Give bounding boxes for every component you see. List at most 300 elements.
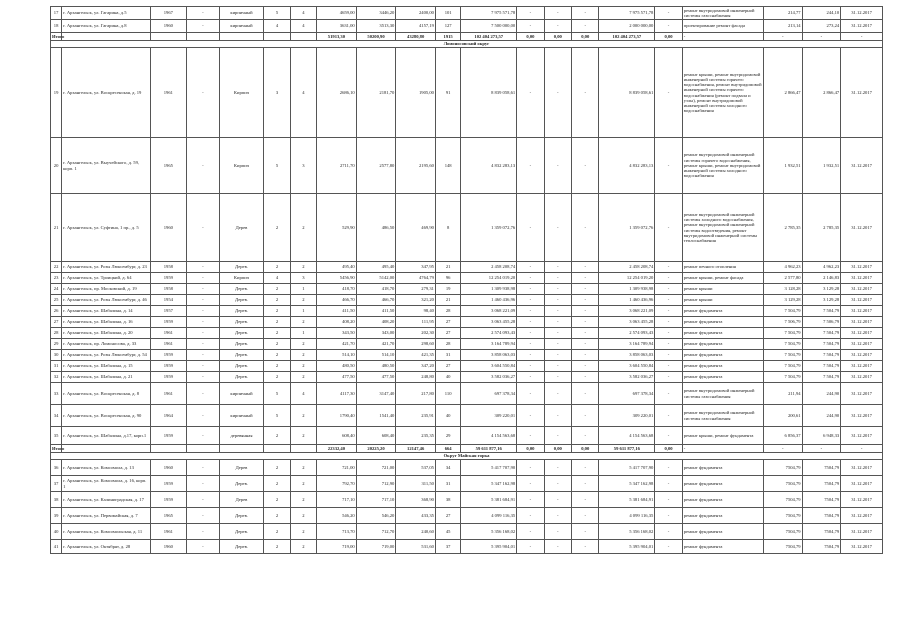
table-cell: - [572,405,599,427]
table-cell: ремонт крыши [682,295,763,306]
table-cell: - [544,405,571,427]
table-cell: 2 000 000,00 [599,20,655,33]
table-cell: - [655,460,682,476]
table-cell: г. Архангельск, ул. Воскресенская, д. 8 [62,383,150,405]
table-cell: 2 [290,339,316,350]
table-cell: - [655,262,682,273]
table-cell: 30 [51,350,62,361]
table-cell: 1961 [150,48,187,138]
table-cell: 31.12.2017 [841,262,883,273]
table-cell: 697 378,34 [599,383,655,405]
table-cell: ремонт фундамента [682,339,763,350]
table-cell: - [187,284,220,295]
table-cell: 1 [290,328,316,339]
table-cell: 20 [51,138,62,194]
table-cell: 31.12.2017 [841,372,883,383]
table-cell: кирпичный [219,405,264,427]
table-cell: 20225,20 [356,445,396,453]
table-cell: 21 [435,262,460,273]
table-cell: кирпичный [219,20,264,33]
table-cell: - [655,427,682,445]
table-cell: 1 460 436,96 [599,295,655,306]
table-cell: 4 [264,273,290,284]
table-cell: 411,50 [356,306,396,317]
table-cell: проектирование ремонт фасада [682,20,763,33]
total-row [51,33,883,41]
table-cell: 2 [264,262,290,273]
table-cell: 4157,19 [396,20,436,33]
table-cell: 0,00 [572,33,599,41]
table-cell: ремонт крыши, ремонт внутридомовой инженерной системы горячего водоснабжения, ремонт внутридомовой инженерной системы горячего водоснабжения (ремонт подвала и узлы), ремонт внутридомовой инженерной системы холодного водоснабжения [682,48,763,138]
table-cell: 35 [51,427,62,445]
table-cell: 719,00 [356,540,396,554]
table-cell: 514,10 [317,350,357,361]
table-cell: 2 866,47 [764,48,803,138]
table-cell: г. Архангельск, пр. Ломоносова, д. 33 [62,339,150,350]
table-cell: 22332,40 [317,445,357,453]
table-cell: 31.12.2017 [841,138,883,194]
table-cell: - [572,48,599,138]
table-cell: Дерев. [219,372,264,383]
table-cell: 4 [290,7,316,20]
table-cell: - [187,508,220,524]
table-cell: 697 378,34 [461,383,517,405]
table-cell: 7 504,79 [802,339,841,350]
table-cell: 5 381 684,91 [599,492,655,508]
table-cell: 7 504,79 [802,372,841,383]
table-cell: - [764,33,803,41]
district-name: Округ Майская горка [51,453,883,460]
table-cell: - [682,33,763,41]
table-cell: - [655,350,682,361]
table-row [51,306,883,317]
table-cell: - [517,372,544,383]
table-cell: 1959 [150,350,187,361]
table-cell: - [517,20,544,33]
table-cell: 7504,79 [764,492,803,508]
table-cell: - [572,317,599,328]
table-cell: г. Архангельск, ул. Октябрят, д. 28 [62,540,150,554]
table-cell: - [187,427,220,445]
table-cell: - [572,295,599,306]
table-cell: 5 347 162,98 [599,476,655,492]
table-cell: 7 975 571,78 [461,7,517,20]
total-row [51,445,883,453]
table-cell: 531,60 [396,540,436,554]
table-cell: 546,20 [356,508,396,524]
table-row [51,295,883,306]
table-row [51,460,883,476]
table-cell: 4 962,23 [802,262,841,273]
table-cell: 5 [264,138,290,194]
table-cell: 2 [264,476,290,492]
table-cell: г. Архангельск, ул. Гагарина, д.8 [62,20,150,33]
table-cell: 240,60 [396,524,436,540]
table-cell: 1959 [150,476,187,492]
table-cell: ремонт фундамента [682,372,763,383]
table-cell: 1 [290,284,316,295]
table-cell [62,445,150,453]
table-cell: г. Архангельск, ул. Розы Люксембург, д. 54 [62,350,150,361]
table-cell: 40 [435,405,460,427]
table-cell: ремонт фундамента [682,350,763,361]
table-cell: 31 [435,476,460,492]
table-row [51,361,883,372]
table-cell: 2 [264,372,290,383]
table-cell: - [572,361,599,372]
table-cell: 7 504,79 [764,328,803,339]
table-cell: 28 [435,339,460,350]
table-cell: - [655,273,682,284]
table-cell: г. Архангельск, ул. Розы Люксембург, д. 23 [62,262,150,273]
table-cell: 2 785,35 [764,194,803,262]
table-cell: 28 [435,306,460,317]
table-cell: 5456,90 [317,273,357,284]
table-cell: ремонт фундамента [682,492,763,508]
table-cell: 2 574 093,43 [461,328,517,339]
table-cell: 2 [264,427,290,445]
table-cell: 477,50 [317,372,357,383]
table-cell: 5 [264,405,290,427]
table-cell: 2 458 208,74 [599,262,655,273]
table-cell: 7504,79 [802,540,841,554]
table-cell: - [187,350,220,361]
table-cell: г. Архангельск, ул. Шабалина, д. 16 [62,317,150,328]
table-cell: 1960 [150,194,187,262]
table-cell: 7 506,79 [764,317,803,328]
table-cell: - [655,306,682,317]
table-cell: - [572,339,599,350]
table-row [51,317,883,328]
table-cell: 1960 [150,460,187,476]
table-cell: 36 [51,460,62,476]
table-cell: - [655,476,682,492]
table-cell: 309 220,01 [599,405,655,427]
table-cell: - [517,262,544,273]
table-cell: Дерев [219,460,264,476]
table-cell: - [187,361,220,372]
table-cell: 3 129,28 [802,284,841,295]
table-cell: 486,50 [356,194,396,262]
table-cell: - [655,508,682,524]
table-cell: - [544,328,571,339]
table-cell: 24 [51,284,62,295]
table-cell: 0,00 [572,445,599,453]
table-cell: 31.12.2017 [841,317,883,328]
table-cell: - [572,20,599,33]
table-cell: - [544,383,571,405]
table-cell: 7 504,79 [764,339,803,350]
table-cell: г. Архангельск, ул. Троицкий, д. 64 [62,273,150,284]
table-cell: - [544,339,571,350]
table-cell: 31.12.2017 [841,540,883,554]
table-cell: Кирпич [219,48,264,138]
table-row [51,383,883,405]
table-cell: 101 [435,7,460,20]
table-cell: 110 [435,383,460,405]
table-cell: 0,00 [655,33,682,41]
table-cell: 3513,30 [356,20,396,33]
table-cell: - [655,405,682,427]
table-cell: ремонт фундамента [682,328,763,339]
table-cell: - [544,194,571,262]
table-cell: 148 [435,138,460,194]
table-row [51,48,883,138]
table-cell: 38 [51,492,62,508]
table-cell: 3 [264,48,290,138]
table-cell: 4 [290,20,316,33]
table-cell: - [655,328,682,339]
table-cell: - [802,445,841,453]
table-cell: деревянная [219,427,264,445]
table-cell: 2 [290,361,316,372]
table-row [51,540,883,554]
table-cell: 4 832 283,13 [599,138,655,194]
table-cell: Дерев [219,492,264,508]
table-cell: 31.12.2017 [841,524,883,540]
table-cell: 8 [435,194,460,262]
table-cell: 0,00 [655,445,682,453]
table-cell: 421,35 [396,350,436,361]
table-cell: - [544,492,571,508]
table-cell: Итого [52,445,65,451]
table-cell [290,33,316,41]
table-cell: - [802,33,841,41]
table-cell: - [572,262,599,273]
table-cell: - [187,540,220,554]
table-cell: 3 858 063,03 [461,350,517,361]
table-cell: 21 [51,194,62,262]
table-cell: ремонт фундамента [682,460,763,476]
table-cell: 2 [264,508,290,524]
table-cell: 34 [51,405,62,427]
table-cell: 2 [290,405,316,427]
table-cell: - [517,273,544,284]
table-cell: Итого [52,33,65,39]
table-cell: - [572,306,599,317]
table-cell: 418,70 [356,284,396,295]
table-cell: 368,90 [396,492,436,508]
table-cell: 3 582 036,27 [461,372,517,383]
table-cell: - [517,194,544,262]
table-cell: ремонт внутридомовой инженерной системы газоснабжения [682,7,763,20]
table-cell: 31.12.2017 [841,383,883,405]
table-cell: - [187,273,220,284]
table-cell: 7504,79 [764,540,803,554]
table-cell: 1959 [150,317,187,328]
table-cell: - [187,476,220,492]
table-cell: 2 574 093,43 [599,328,655,339]
table-cell: 5 356 168,02 [599,524,655,540]
table-cell: 1960 [150,540,187,554]
table-cell: 1 309 938,98 [599,284,655,295]
table-cell: 4764,79 [396,273,436,284]
table-row [51,476,883,492]
table-cell: 29 [51,339,62,350]
table-cell: - [187,339,220,350]
table-cell: 2 [290,460,316,476]
table-cell: 5 395 904,01 [599,540,655,554]
table-cell: 1905,00 [396,48,436,138]
table-cell: 347,20 [396,361,436,372]
table-cell: 31.12.2017 [841,273,883,284]
table-cell: 0,00 [544,445,571,453]
table-cell: 244,90 [802,383,841,405]
table-cell [264,445,290,453]
table-cell: 7 504,79 [764,306,803,317]
repair-program-table [50,6,883,554]
table-cell: ремонт крыши, ремонт фундамента [682,427,763,445]
table-cell: 7504,79 [764,476,803,492]
table-cell: 31.12.2017 [841,194,883,262]
table-cell: 3147,40 [356,383,396,405]
table-cell: - [544,20,571,33]
table-cell: 608,40 [356,427,396,445]
table-cell: 2 [290,194,316,262]
table-cell: 5142,00 [356,273,396,284]
table-cell: 3 068 221,09 [599,306,655,317]
table-cell: 2 [290,508,316,524]
table-cell: 712,90 [356,476,396,492]
table-cell: 2 146,83 [802,273,841,284]
table-cell: - [655,372,682,383]
table-cell: 2577,80 [356,138,396,194]
table-cell: ремонт внутридомовой инженерной системы газоснабжения [682,383,763,405]
table-cell: 5 347 162,98 [461,476,517,492]
table-cell: - [187,306,220,317]
table-cell: 23 [51,273,62,284]
table-row [51,194,883,262]
table-cell: 433,35 [396,508,436,524]
table-cell: ремонт внутридомовой инженерной системы горячего водоснабжения, ремонт крыши, ремонт внутридомовой инженерной системы холодного водоснабжения [682,138,763,194]
table-cell: 4 154 563,68 [461,427,517,445]
table-cell: 7504,79 [764,508,803,524]
table-cell: г. Архангельск, ул. Шабалина, д. 20 [62,328,150,339]
table-cell: 1 359 072,76 [599,194,655,262]
table-cell: 59 611 877,16 [599,445,655,453]
table-cell: - [517,7,544,20]
table-cell: 712,70 [356,524,396,540]
table-cell: 5 356 168,02 [461,524,517,540]
table-cell: 1915 [435,33,460,41]
table-cell: 31.12.2017 [841,427,883,445]
table-cell: 5 381 684,91 [461,492,517,508]
table-cell: 2 [264,350,290,361]
table-cell: 21 [435,295,460,306]
table-cell: 27 [435,328,460,339]
table-cell: 2686,10 [317,48,357,138]
table-cell: 12147,46 [396,445,436,453]
table-cell: 202,30 [396,328,436,339]
table-cell: 12 254 019,20 [461,273,517,284]
table-cell: 1959 [150,427,187,445]
table-cell: - [544,524,571,540]
table-cell: 2 [290,372,316,383]
table-cell: 50200,90 [356,33,396,41]
table-cell: Дерев. [219,295,264,306]
table-cell: 2 785,35 [802,194,841,262]
table-cell: ремонт фундамента [682,361,763,372]
table-cell: 2 [290,427,316,445]
table-cell: - [841,445,883,453]
table-cell: 31.12.2017 [841,328,883,339]
table-cell: 495,40 [317,262,357,273]
table-cell: 4 099 116,35 [599,508,655,524]
table-cell: 31.12.2017 [841,460,883,476]
table-cell: 3 [290,138,316,194]
table-cell: 1958 [150,262,187,273]
table-cell: 32 [51,372,62,383]
table-cell: 248,80 [396,372,436,383]
table-cell: - [187,295,220,306]
table-cell: 1964 [150,405,187,427]
table-cell: 1967 [150,7,187,20]
table-cell: - [517,328,544,339]
table-cell: 4659,00 [317,7,357,20]
table-cell: - [655,138,682,194]
table-cell: 18 [51,20,62,33]
table-cell: 2181,70 [356,48,396,138]
table-cell: - [655,361,682,372]
table-cell: 244,90 [802,405,841,427]
table-cell: - [655,339,682,350]
table-cell: г. Архангельск, ул. Выучейского, д. 59, корп. 1 [62,138,150,194]
table-cell: 98,40 [396,306,436,317]
table-cell: 102 404 273,57 [599,33,655,41]
table-cell: 721,00 [356,460,396,476]
table-cell: 717,10 [356,492,396,508]
table-cell: ремонт фундамента [682,317,763,328]
table-cell: ремонт фундамента [682,524,763,540]
table-cell: Дерев. [219,350,264,361]
table-cell: 6 948,33 [802,427,841,445]
table-cell: 309 220,01 [461,405,517,427]
table-cell: - [517,540,544,554]
table-cell: - [544,284,571,295]
table-cell: - [544,427,571,445]
table-cell: - [187,405,220,427]
table-cell: 3 604 550,84 [599,361,655,372]
table-cell: 466,70 [356,295,396,306]
table-cell: 235,35 [396,427,436,445]
table-cell: 7504,79 [764,460,803,476]
table-cell: ремонт фундамента [682,476,763,492]
table-cell: 2 [264,295,290,306]
table-cell: - [517,460,544,476]
table-cell: 514,10 [356,350,396,361]
table-cell: 7 504,79 [764,361,803,372]
table-cell: 31.12.2017 [841,295,883,306]
table-cell: ремонт крыши, ремонт фасада [682,273,763,284]
table-row [51,138,883,194]
table-cell [62,33,150,41]
table-cell: 214,77 [764,7,803,20]
table-cell: - [655,492,682,508]
table-cell: 717,10 [317,492,357,508]
table-cell: 29 [435,427,460,445]
table-cell: 2 [264,361,290,372]
table-cell: 96 [435,273,460,284]
table-cell: 1958 [150,284,187,295]
table-cell: 2 [290,350,316,361]
table-cell: 713,70 [317,524,357,540]
table-cell: - [517,295,544,306]
table-cell: г. Архангельск, ул. Первомайская, д. 7 [62,508,150,524]
table-cell: 28 [51,328,62,339]
table-cell: 91 [435,48,460,138]
table-cell: 3 604 550,84 [461,361,517,372]
table-cell: 466,70 [317,295,357,306]
